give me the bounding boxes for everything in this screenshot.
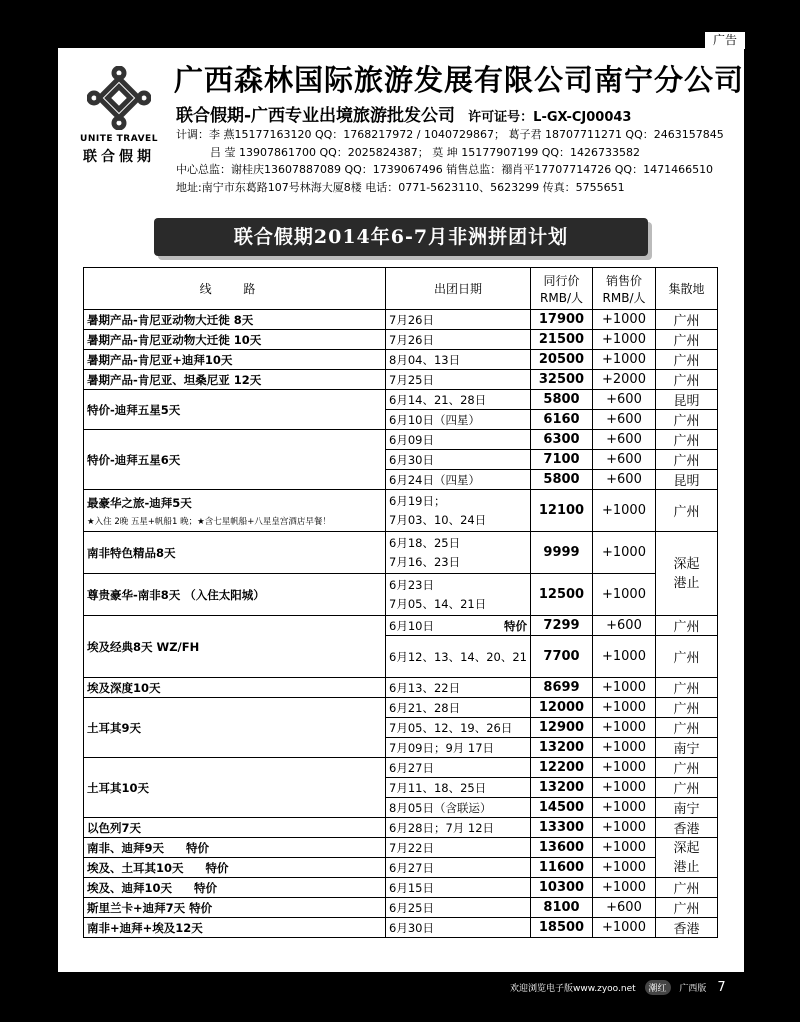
sell-cell: +600 (593, 898, 656, 918)
price-cell: 12200 (531, 758, 593, 778)
sell-cell: +1000 (593, 330, 656, 350)
place-cell: 广州 (656, 778, 718, 798)
table-row (84, 532, 718, 574)
place-cell: 香港 (656, 918, 718, 938)
route-cell: 南非+迪拜+埃及12天 (84, 918, 386, 938)
place-cell: 广州 (656, 616, 718, 636)
table-row (84, 858, 718, 878)
date-cell: 7月05、12、19、26日 (386, 718, 531, 738)
tour-schedule-table (83, 267, 718, 938)
sell-cell: +1000 (593, 818, 656, 838)
date-cell: 6月21、28日 (386, 698, 531, 718)
route-cell: 暑期产品-肯尼亚动物大迁徙 8天 (84, 310, 386, 330)
table-row (84, 370, 718, 390)
date-cell: 6月13、22日 (386, 678, 531, 698)
place-cell: 广州 (656, 450, 718, 470)
contact-line: 中心总监：谢桂庆13607887089 QQ：1739067496 销售总监：禤肖平17707714726 QQ：1471466510 (176, 163, 714, 176)
price-cell: 20500 (531, 350, 593, 370)
sell-cell: +1000 (593, 574, 656, 616)
price-cell: 9999 (531, 532, 593, 574)
contact-line: 计调：李 燕15177163120 QQ：1768217972 / 1040729867； 葛子君 18707711271 QQ：2463157845 (176, 128, 724, 141)
date-cell: 6月30日 (386, 918, 531, 938)
date-cell: 6月30日 (386, 450, 531, 470)
price-cell: 32500 (531, 370, 593, 390)
sell-cell: +1000 (593, 918, 656, 938)
date-cell: 7月26日 (386, 330, 531, 350)
date-cell: 6月18、25日 7月16、23日 (386, 532, 531, 574)
price-cell: 18500 (531, 918, 593, 938)
table-row (84, 898, 718, 918)
table-row (84, 698, 718, 718)
date-cell: 6月28日；7月 12日 (386, 818, 531, 838)
sell-cell: +1000 (593, 636, 656, 678)
price-cell: 14500 (531, 798, 593, 818)
price-cell: 8699 (531, 678, 593, 698)
price-cell: 17900 (531, 310, 593, 330)
sell-cell: +1000 (593, 878, 656, 898)
date-cell: 8月04、13日 (386, 350, 531, 370)
price-cell: 7700 (531, 636, 593, 678)
sell-cell: +600 (593, 390, 656, 410)
contact-line: 吕 莹 13907861700 QQ：2025824387； 莫 坤 15177907199 QQ：1426733582 (210, 145, 641, 159)
place-cell: 广州 (656, 430, 718, 450)
table-row (84, 838, 718, 858)
route-cell: 南非特色精品8天 (84, 532, 386, 574)
table-row (84, 330, 718, 350)
sell-cell: +1000 (593, 490, 656, 532)
sell-cell: +1000 (593, 758, 656, 778)
table-row (84, 430, 718, 450)
table-row (84, 616, 718, 636)
company-name: 广西森林国际旅游发展有限公司南宁分公司 (174, 63, 745, 97)
date-cell: 7月22日 (386, 838, 531, 858)
date-cell: 7月26日 (386, 310, 531, 330)
price-cell: 11600 (531, 858, 593, 878)
place-cell: 广州 (656, 718, 718, 738)
route-cell: 埃及、土耳其10天 特价 (84, 858, 386, 878)
date-cell: 6月14、21、28日 (386, 390, 531, 410)
edition-label: 广西版 (679, 984, 707, 994)
date-cell: 6月27日 (386, 858, 531, 878)
license-number: 许可证号：L-GX-CJ00043 (468, 110, 632, 125)
price-cell: 12500 (531, 574, 593, 616)
table-header-row (84, 268, 718, 310)
company-logo (72, 66, 166, 200)
sell-cell: +600 (593, 450, 656, 470)
place-cell: 昆明 (656, 470, 718, 490)
sell-cell: +600 (593, 470, 656, 490)
header-date: 出团日期 (386, 268, 531, 310)
price-cell: 13200 (531, 738, 593, 758)
sell-cell: +1000 (593, 698, 656, 718)
sell-cell: +1000 (593, 778, 656, 798)
endless-knot-icon (87, 66, 151, 130)
sell-cell: +600 (593, 410, 656, 430)
ad-tag: 广告 (704, 31, 746, 50)
date-cell: 6月09日 (386, 430, 531, 450)
price-cell: 8100 (531, 898, 593, 918)
header-route: 线 路 (84, 268, 386, 310)
price-cell: 12900 (531, 718, 593, 738)
route-cell: 埃及、迪拜10天 特价 (84, 878, 386, 898)
date-cell: 6月27日 (386, 758, 531, 778)
place-cell: 广州 (656, 898, 718, 918)
route-cell: 埃及深度10天 (84, 678, 386, 698)
ad-card (58, 48, 744, 972)
price-cell: 12100 (531, 490, 593, 532)
place-cell: 广州 (656, 678, 718, 698)
route-cell: 土耳其9天 (84, 698, 386, 758)
date-cell: 6月15日 (386, 878, 531, 898)
price-cell: 5800 (531, 390, 593, 410)
table-row (84, 678, 718, 698)
price-cell: 10300 (531, 878, 593, 898)
special-price-tag: 特价 (504, 618, 527, 633)
header-gather-place: 集散地 (656, 268, 718, 310)
table-row (84, 818, 718, 838)
date-cell: 6月25日 (386, 898, 531, 918)
sell-cell: +1000 (593, 858, 656, 878)
place-cell: 广州 (656, 758, 718, 778)
price-cell: 5800 (531, 470, 593, 490)
table-row (84, 490, 718, 532)
price-cell: 6160 (531, 410, 593, 430)
route-cell: 特价-迪拜五星6天 (84, 430, 386, 490)
special-price-tag: 特价 (194, 880, 218, 895)
place-cell: 广州 (656, 698, 718, 718)
route-note: ★入住 2晚 五星+帆船1 晚；★含七星帆船+八星皇宫酒店早餐！ (87, 516, 331, 527)
place-cell: 广州 (656, 370, 718, 390)
place-cell: 广州 (656, 636, 718, 678)
place-cell: 广州 (656, 490, 718, 532)
sell-cell: +1000 (593, 718, 656, 738)
special-price-tag: 特价 (205, 860, 229, 875)
route-cell: 最豪华之旅-迪拜5天 ★入住 2晚 五星+帆船1 晚；★含七星帆船+八星皇宫酒店早餐！ (84, 490, 386, 532)
price-cell: 7299 (531, 616, 593, 636)
header-peer-price: 同行价 RMB/人 (531, 268, 593, 310)
date-cell: 6月24日（四星） (386, 470, 531, 490)
page-number: 7 (717, 980, 726, 995)
table-row (84, 758, 718, 778)
place-cell: 广州 (656, 410, 718, 430)
route-cell: 暑期产品-肯尼亚动物大迁徙 10天 (84, 330, 386, 350)
plan-title-banner: 联合假期2014年6-7月非洲拼团计划 (154, 218, 648, 256)
place-cell: 南宁 (656, 738, 718, 758)
header-sell-price: 销售价 RMB/人 (593, 268, 656, 310)
page-footer (510, 980, 726, 995)
route-cell: 以色列7天 (84, 818, 386, 838)
place-cell: 广州 (656, 350, 718, 370)
price-cell: 6300 (531, 430, 593, 450)
place-cell: 深起 港止 (656, 838, 718, 878)
price-cell: 21500 (531, 330, 593, 350)
date-cell: 6月23日 7月05、14、21日 (386, 574, 531, 616)
place-cell: 南宁 (656, 798, 718, 818)
logo-chinese: 联合假期 (83, 149, 155, 165)
contact-line: 地址:南宁市东葛路107号林海大厦8楼 电话：0771-5623110、5623299 传真：5755651 (176, 180, 625, 194)
date-cell: 7月09日；9月 17日 (386, 738, 531, 758)
place-cell: 广州 (656, 330, 718, 350)
logo-english: UNITE TRAVEL (80, 134, 158, 144)
route-cell: 埃及经典8天 WZ/FH (84, 616, 386, 678)
route-cell: 斯里兰卡+迪拜7天 特价 (84, 898, 386, 918)
footer-website-text: 欢迎浏览电子版www.zyoo.net (510, 984, 636, 994)
sell-cell: +1000 (593, 838, 656, 858)
date-cell: 6月12、13、14、20、21 (386, 636, 531, 678)
sell-cell: +1000 (593, 310, 656, 330)
price-cell: 13600 (531, 838, 593, 858)
sell-cell: +1000 (593, 738, 656, 758)
contact-info (176, 126, 724, 196)
magazine-brand: 潮红 (645, 980, 671, 995)
date-cell: 7月11、18、25日 (386, 778, 531, 798)
date-cell: 6月10日（四星） (386, 410, 531, 430)
place-cell: 香港 (656, 818, 718, 838)
route-cell: 尊贵豪华-南非8天 （入住太阳城） (84, 574, 386, 616)
company-subtitle: 联合假期-广西专业出境旅游批发公司 (176, 106, 456, 126)
date-cell: 8月05日（含联运） (386, 798, 531, 818)
date-cell: 7月25日 (386, 370, 531, 390)
route-cell: 暑期产品-肯尼亚+迪拜10天 (84, 350, 386, 370)
table-row (84, 574, 718, 616)
sell-cell: +2000 (593, 370, 656, 390)
place-cell: 深起 港止 (656, 532, 718, 616)
sell-cell: +1000 (593, 532, 656, 574)
route-cell: 特价-迪拜五星5天 (84, 390, 386, 430)
sell-cell: +600 (593, 616, 656, 636)
sell-cell: +1000 (593, 798, 656, 818)
sell-cell: +1000 (593, 350, 656, 370)
special-price-tag: 特价 (186, 840, 210, 855)
table-row (84, 918, 718, 938)
date-cell: 6月19日； 7月03、10、24日 (386, 490, 531, 532)
route-cell: 土耳其10天 (84, 758, 386, 818)
price-cell: 12000 (531, 698, 593, 718)
route-cell: 暑期产品-肯尼亚、坦桑尼亚 12天 (84, 370, 386, 390)
table-row (84, 350, 718, 370)
place-cell: 昆明 (656, 390, 718, 410)
route-cell: 南非、迪拜9天 特价 (84, 838, 386, 858)
price-cell: 7100 (531, 450, 593, 470)
price-cell: 13200 (531, 778, 593, 798)
table-row (84, 390, 718, 410)
table-row (84, 878, 718, 898)
date-cell: 6月10日 特价 (386, 616, 531, 636)
sell-cell: +1000 (593, 678, 656, 698)
place-cell: 广州 (656, 310, 718, 330)
sell-cell: +600 (593, 430, 656, 450)
subtitle-row (176, 101, 631, 126)
place-cell: 广州 (656, 878, 718, 898)
table-row (84, 310, 718, 330)
price-cell: 13300 (531, 818, 593, 838)
